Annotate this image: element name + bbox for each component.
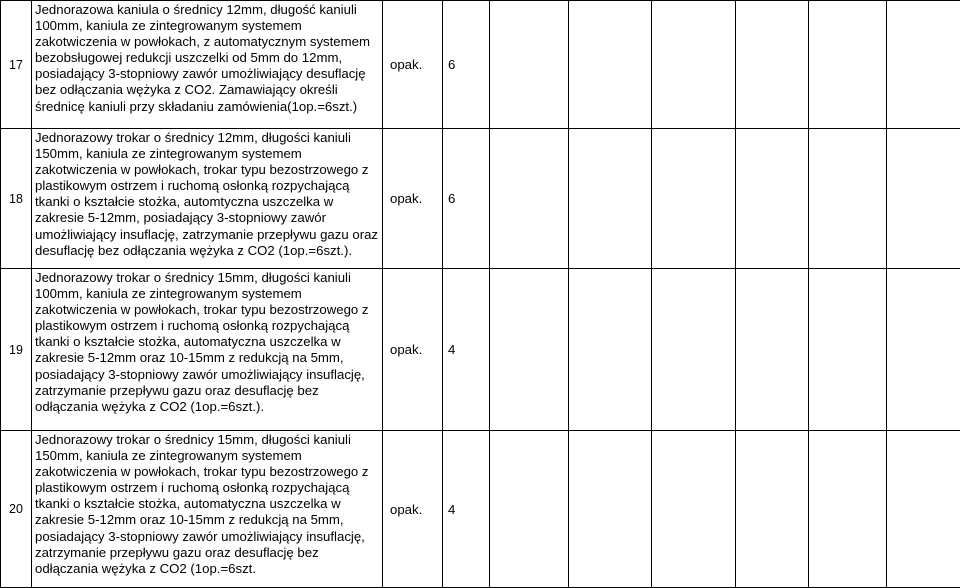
empty-cell[interactable] xyxy=(736,269,809,431)
description-line: średnicę kaniuli przy składaniu zamówienia(1op.=6szt.) xyxy=(35,99,382,115)
empty-cell[interactable] xyxy=(652,431,736,588)
description-line: bez odłączania wężyka z CO2. Zamawiający określi xyxy=(35,82,382,98)
table-row xyxy=(1,431,960,588)
description-line: tkanki o kształcie stożka, automatyczna uszczelka w xyxy=(35,496,382,512)
empty-cell[interactable] xyxy=(569,129,652,269)
empty-cell[interactable] xyxy=(490,269,569,431)
description-line: posiadający 3-stopniowy zawór umożliwiający insuflację, xyxy=(35,529,382,545)
empty-cell[interactable] xyxy=(887,129,960,269)
table-body xyxy=(1,1,960,588)
empty-cell[interactable] xyxy=(887,431,960,588)
unit-cell: opak. xyxy=(383,129,443,269)
empty-cell[interactable] xyxy=(652,129,736,269)
table-row xyxy=(1,269,960,431)
description-line: bezobsługowej redukcji uszczelki od 5mm do 12mm, xyxy=(35,50,382,66)
empty-cell[interactable] xyxy=(490,129,569,269)
empty-cell[interactable] xyxy=(569,431,652,588)
empty-cell[interactable] xyxy=(736,431,809,588)
description-line: odłączania wężyka z CO2 (1op.=6szt. xyxy=(35,561,382,577)
empty-cell[interactable] xyxy=(809,129,887,269)
row-number: 17 xyxy=(1,1,32,129)
description-line: umożliwiający insuflację, zatrzymanie przepływu gazu oraz xyxy=(35,227,382,243)
description-line: zakresie 5-12mm oraz 10-15mm z redukcją na 5mm, xyxy=(35,512,382,528)
table-row xyxy=(1,129,960,269)
description-line: zakotwiczenia w powłokach, z automatycznym systemem xyxy=(35,34,382,50)
description-line: zatrzymanie przepływu gazu oraz desuflację bez xyxy=(35,545,382,561)
description-line: tkanki o kształcie stożka, automatyczna uszczelka w xyxy=(35,334,382,350)
quantity-cell: 6 xyxy=(443,129,490,269)
empty-cell[interactable] xyxy=(569,1,652,129)
description-line: plastikowym ostrzem i ruchomą osłonką rozpychającą xyxy=(35,480,382,496)
description-line: odłączania wężyka z CO2 (1op.=6szt.). xyxy=(35,399,382,415)
empty-cell[interactable] xyxy=(809,269,887,431)
empty-cell[interactable] xyxy=(809,431,887,588)
row-number: 18 xyxy=(1,129,32,269)
row-number: 20 xyxy=(1,431,32,588)
description-line: 150mm, kaniula ze zintegrowanym systemem xyxy=(35,146,382,162)
empty-cell[interactable] xyxy=(569,269,652,431)
empty-cell[interactable] xyxy=(490,1,569,129)
empty-cell[interactable] xyxy=(490,431,569,588)
description-line: plastikowym ostrzem i ruchomą osłonką rozpychającą xyxy=(35,318,382,334)
description-line: zakresie 5-12mm oraz 10-15mm z redukcją na 5mm, xyxy=(35,350,382,366)
item-description xyxy=(32,1,383,129)
description-line: 100mm, kaniula ze zintegrowanym systemem xyxy=(35,286,382,302)
item-description xyxy=(32,129,383,269)
description-line: Jednorazowy trokar o średnicy 12mm, długości kaniuli xyxy=(35,130,382,146)
empty-cell[interactable] xyxy=(887,1,960,129)
unit-cell: opak. xyxy=(383,269,443,431)
item-description xyxy=(32,431,383,588)
description-line: zatrzymanie przepływu gazu oraz desuflację bez xyxy=(35,383,382,399)
empty-cell[interactable] xyxy=(887,269,960,431)
description-line: plastikowym ostrzem i ruchomą osłonką rozpychającą xyxy=(35,178,382,194)
empty-cell[interactable] xyxy=(736,129,809,269)
description-line: tkanki o kształcie stożka, automtyczna uszczelka w xyxy=(35,194,382,210)
description-line: desuflację bez odłączania wężyka z CO2 (1op.=6szt.). xyxy=(35,243,382,259)
row-number: 19 xyxy=(1,269,32,431)
empty-cell[interactable] xyxy=(809,1,887,129)
description-line: 100mm, kaniula ze zintegrowanym systemem xyxy=(35,18,382,34)
description-line: zakotwiczenia w powłokach, trokar typu bezostrzowego z xyxy=(35,464,382,480)
unit-cell: opak. xyxy=(383,431,443,588)
quantity-cell: 6 xyxy=(443,1,490,129)
description-line: zakotwiczenia w powłokach, trokar typu bezostrzowego z xyxy=(35,162,382,178)
unit-cell: opak. xyxy=(383,1,443,129)
description-line: Jednorazowy trokar o średnicy 15mm, długości kaniuli xyxy=(35,432,382,448)
quantity-cell: 4 xyxy=(443,269,490,431)
empty-cell[interactable] xyxy=(736,1,809,129)
empty-cell[interactable] xyxy=(652,269,736,431)
description-line: zakresie 5-12mm, posiadający 3-stopniowy zawór xyxy=(35,210,382,226)
description-line: zakotwiczenia w powłokach, trokar typu bezostrzowego z xyxy=(35,302,382,318)
table-row xyxy=(1,1,960,129)
description-line: Jednorazowy trokar o średnicy 15mm, długości kaniuli xyxy=(35,270,382,286)
item-description xyxy=(32,269,383,431)
description-line: 150mm, kaniula ze zintegrowanym systemem xyxy=(35,448,382,464)
description-line: posiadający 3-stopniowy zawór umożliwiający insuflację, xyxy=(35,367,382,383)
empty-cell[interactable] xyxy=(652,1,736,129)
description-line: Jednorazowa kaniula o średnicy 12mm, długość kaniuli xyxy=(35,2,382,18)
description-line: posiadający 3-stopniowy zawór umożliwiający desuflację xyxy=(35,66,382,82)
quantity-cell: 4 xyxy=(443,431,490,588)
